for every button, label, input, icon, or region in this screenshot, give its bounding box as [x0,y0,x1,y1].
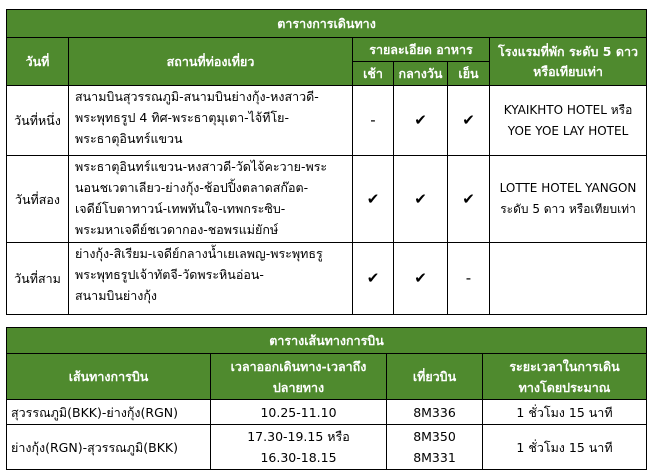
place-line: เจดีย์โบตาทาวน์-เทพทันใจ-เทพกระซิบ- [75,201,286,216]
place-line: พระมหาเจดีย์ชเวดากอง-ชอพรแม่ยักษ์ [75,222,279,237]
header-meals: รายละเอียด อาหาร [353,38,490,62]
itinerary-table [6,9,647,315]
place-line: สนามบินสุวรรณภูมิ-สนามบินย่างกุ้ง-หงสาวดี- [75,89,319,104]
place-line: สนามบินย่างกุ้ง [75,288,158,303]
itinerary-row [7,86,647,156]
breakfast-mark: - [353,86,394,156]
time-cell: 10.25-11.10 [211,400,387,425]
hotel-cell [490,86,647,156]
time-cell [211,425,387,470]
places-cell [69,243,353,315]
day-cell: วันที่สอง [7,156,69,243]
places-cell [69,86,353,156]
lunch-mark: ✔ [394,86,448,156]
time-line: 16.30-18.15 [260,450,337,465]
lunch-mark: ✔ [394,156,448,243]
place-line: ย่างกุ้ง-สิเรียม-เจดีย์กลางน้ำเยเลพญ-พระพุทธรู [75,246,323,261]
place-line: พระธาตุอินทร์แขวน [75,131,183,146]
hotel-cell [490,156,647,243]
flight-number-cell: 8M336 [387,400,483,425]
flight-number: 8M331 [413,450,456,465]
flight-number-cell [387,425,483,470]
dinner-mark: ✔ [448,156,490,243]
header-places: สถานที่ท่องเที่ยว [69,38,353,86]
itinerary-row [7,156,647,243]
duration-cell: 1 ชั่วโมง 15 นาที [483,425,647,470]
day-cell: วันที่หนึ่ง [7,86,69,156]
header-breakfast: เช้า [353,62,394,86]
dinner-mark: - [448,243,490,315]
flight-row [7,400,647,425]
header-day: วันที่ [7,38,69,86]
lunch-mark: ✔ [394,243,448,315]
breakfast-mark: ✔ [353,156,394,243]
time-line: 17.30-19.15 หรือ [247,429,350,444]
hotel-line: YOE YOE LAY HOTEL [507,123,629,138]
flight-row [7,425,647,470]
header-lunch: กลางวัน [394,62,448,86]
header-duration: ระยะเวลาในการเดินทางโดยประมาณ [483,354,647,400]
flight-table [6,327,647,470]
header-time: เวลาออกเดินทาง-เวลาถึงปลายทาง [211,354,387,400]
breakfast-mark: ✔ [353,243,394,315]
day-cell: วันที่สาม [7,243,69,315]
places-cell [69,156,353,243]
flight-title: ตารางเส้นทางการบิน [7,328,647,354]
place-line: พระธาตุอินทร์แขวน-หงสาวดี-วัดไจ้คะวาย-พระ [75,159,328,174]
itinerary-row [7,243,647,315]
header-flight: เที่ยวบิน [387,354,483,400]
hotel-line: ระดับ 5 ดาว หรือเทียบเท่า [500,202,636,216]
header-route: เส้นทางการบิน [7,354,211,400]
route-cell: ย่างกุ้ง(RGN)-สุวรรณภูมิ(BKK) [7,425,211,470]
hotel-cell [490,243,647,315]
dinner-mark: ✔ [448,86,490,156]
place-line: พระพุทธรูป 4 ทิศ-พระธาตุมุเตา-ไจ้ทีโย- [75,110,290,125]
duration-cell: 1 ชั่วโมง 15 นาที [483,400,647,425]
route-cell: สุวรรณภูมิ(BKK)-ย่างกุ้ง(RGN) [7,400,211,425]
place-line: นอนชเวตาเลียว-ย่างกุ้ง-ช้อปปิ้งตลาดสก๊อต- [75,180,309,195]
itinerary-title: ตารางการเดินทาง [7,10,647,38]
header-hotel: โรงแรมที่พัก ระดับ 5 ดาว หรือเทียบเท่า [490,38,647,86]
header-dinner: เย็น [448,62,490,86]
flight-number: 8M350 [413,429,456,444]
place-line: พระพุทธรูปเจ้าทัตจี-วัดพระหินอ่อน- [75,267,264,282]
hotel-line: LOTTE HOTEL YANGON [499,181,637,195]
hotel-line: KYAIKHTO HOTEL หรือ [503,102,633,117]
